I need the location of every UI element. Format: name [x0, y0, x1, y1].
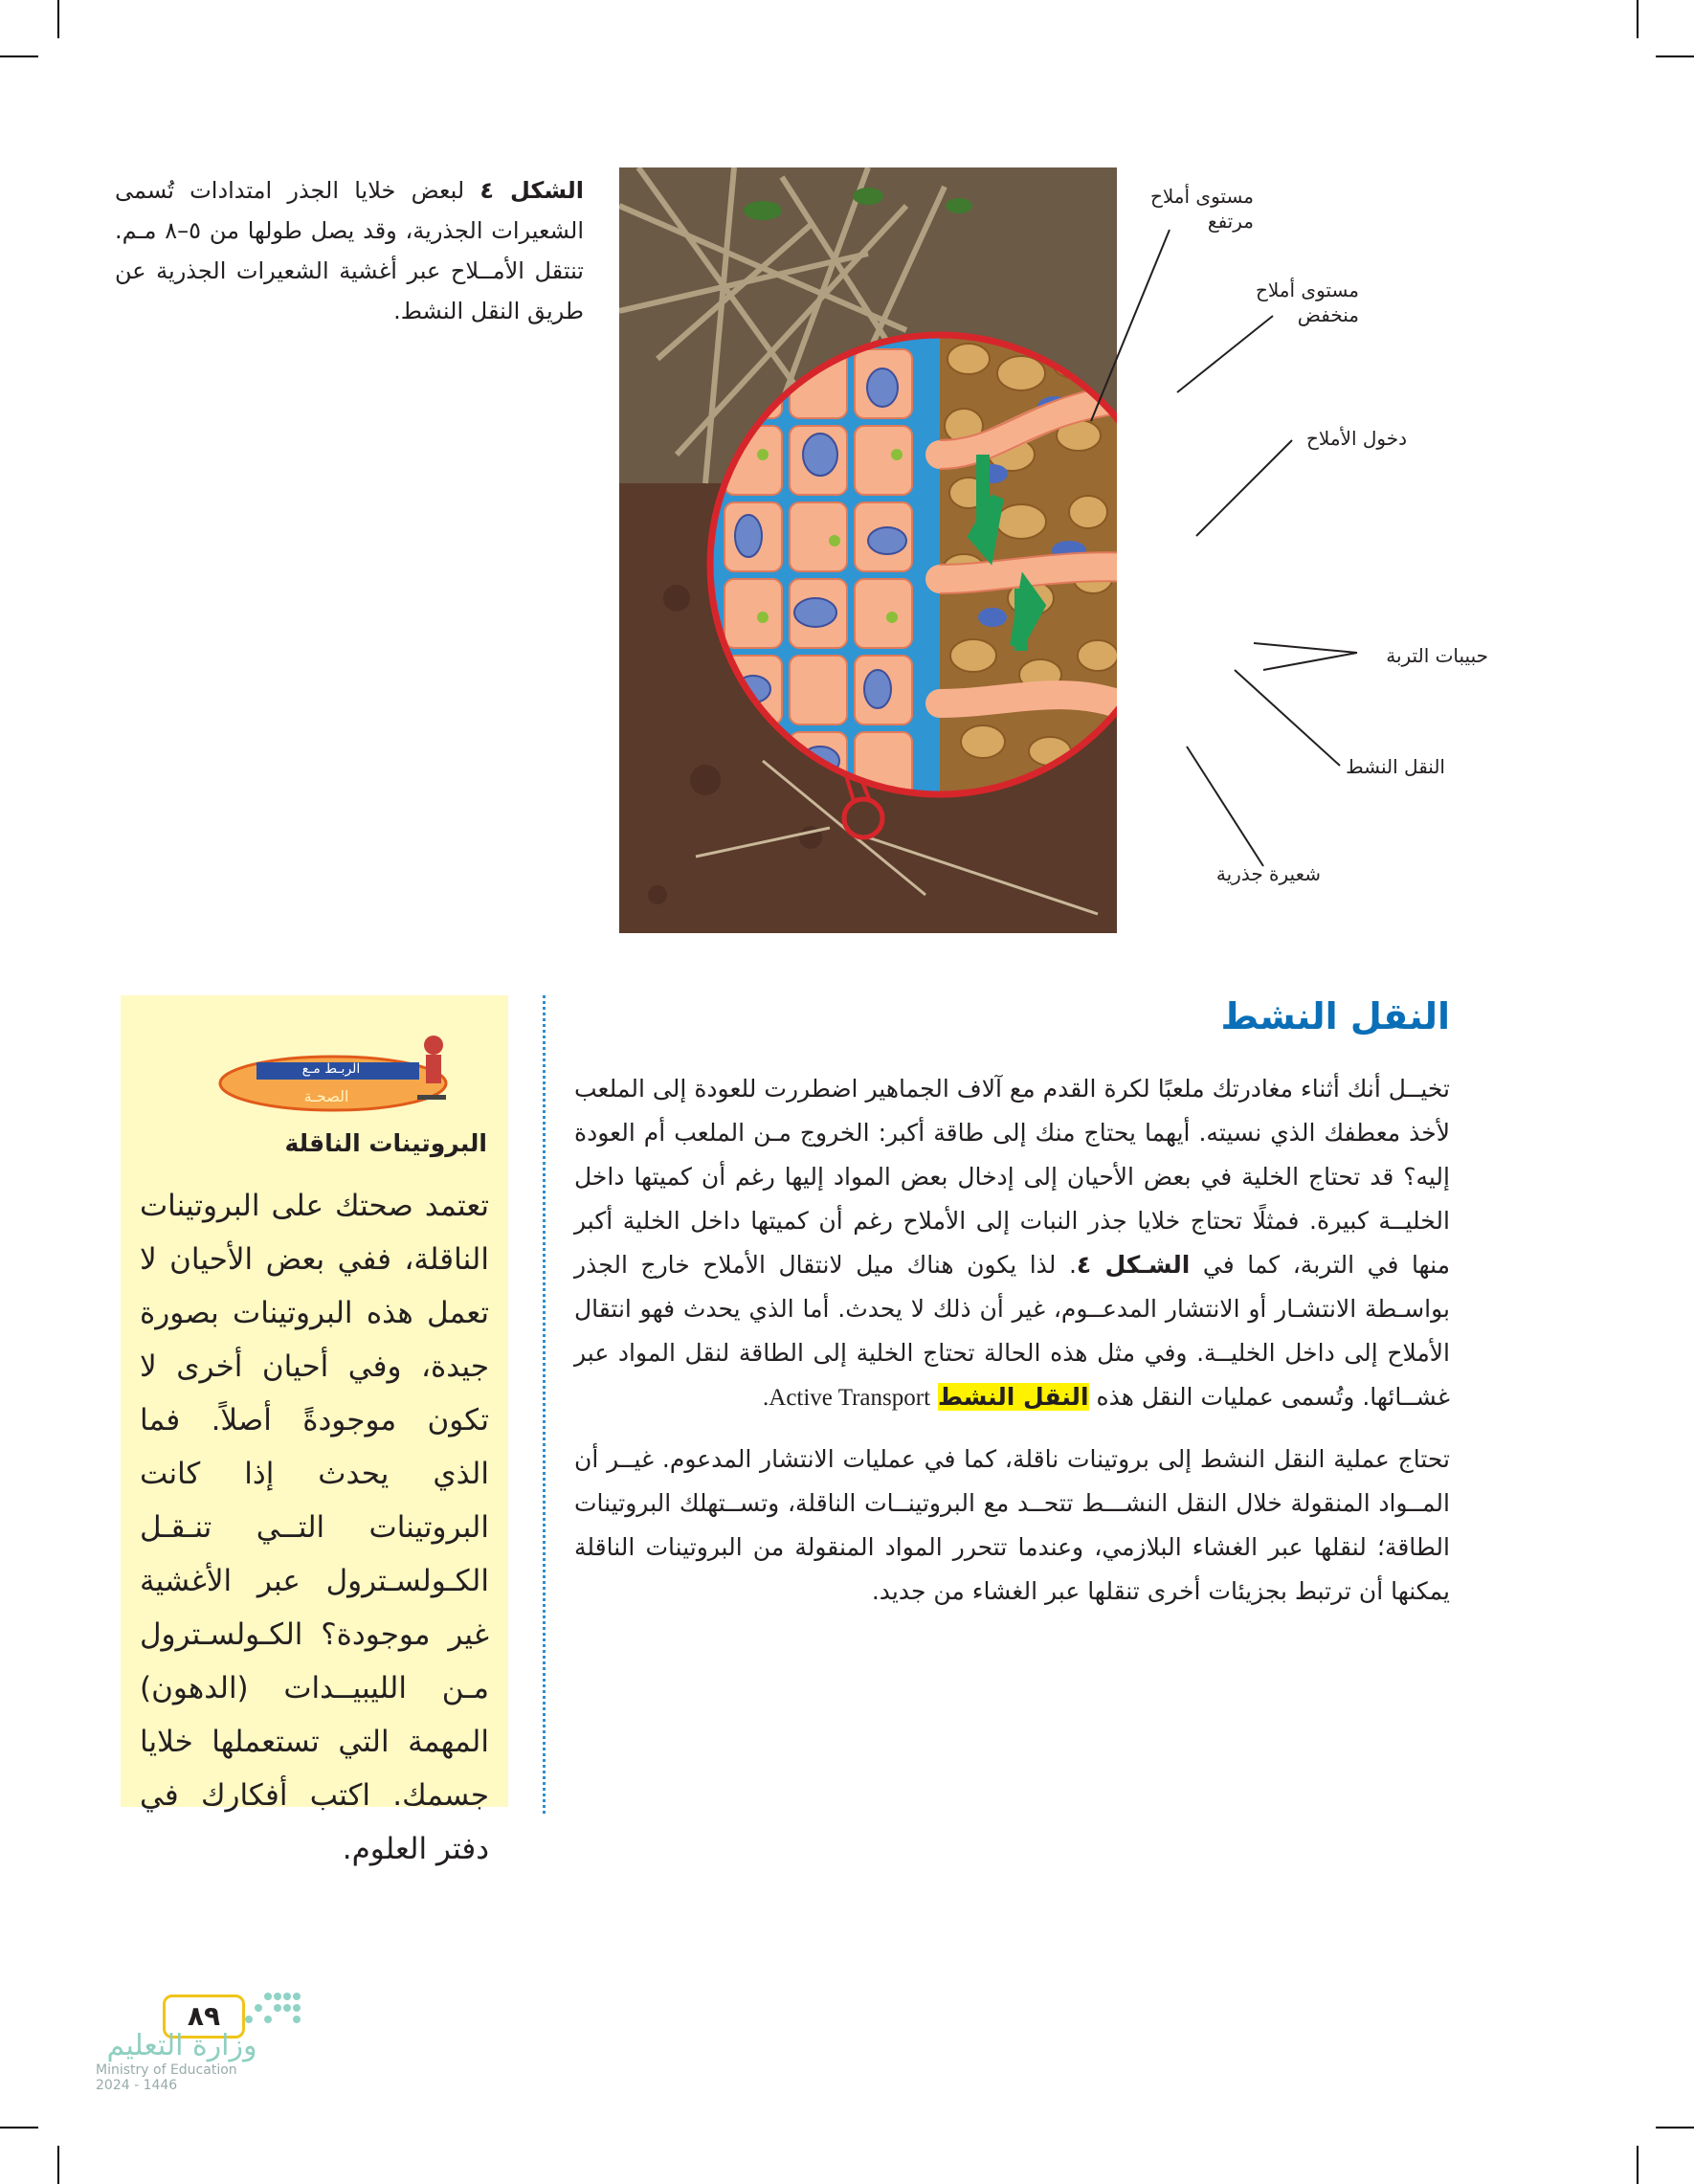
ministry-english: Ministry of Education [96, 2062, 237, 2078]
label-active-transport: النقل النشط [1346, 755, 1445, 778]
label-low-salt-line1: مستوى أملاح [1255, 279, 1359, 301]
section-title: النقل النشط [1220, 995, 1450, 1037]
crop-mark [1656, 2127, 1694, 2128]
label-low-salt-line2: منخفض [1297, 303, 1359, 326]
label-high-salt-line2: مرتفع [1207, 210, 1254, 233]
edition-year: 2024 - 1446 [96, 2078, 178, 2093]
label-leader-lines [0, 0, 1694, 957]
label-high-salt-line1: مستوى أملاح [1149, 185, 1254, 208]
page-number: ٨٩ [163, 1995, 245, 2039]
ministry-arabic: وزارة التعليم [106, 2029, 257, 2062]
paragraph-1-text: تخيــل أنك أثناء مغادرتك ملعبًا لكرة القدم مع آلاف الجماهير اضطررت للعودة إلى الملعب لأخذ معطفك الذي نسيته. أيهما يحتاج منك إلى طاقة أكبر: الخروج مـن الملعب أم العودة إليه؟ قد تحتاج الخلية في بعض الأحيان إلى إدخال بعض المواد إليها رغم أن كميتها داخل الخليــة كبيرة. فمثلًا تحتاج خلايا جذر النبات إلى الأملاح رغم أن كميتها داخل الخلية أكبر منها في التربة، كما في [574, 1075, 1451, 1279]
figure-label: الشكل ٤ [479, 177, 584, 204]
ministry-logo [96, 2029, 268, 2093]
health-connection-sidebar [121, 995, 508, 1866]
highlighted-term: النقل النشط [937, 1383, 1089, 1411]
paragraph-2: تحتاج عملية النقل النشط إلى بروتينات ناقلة، كما في عمليات الانتشار المدعوم. غيــر أن المــواد المنقولة خلال النقل النشـــط تتحــد مع البروتينــات الناقلة، وتســتهلك البروتينات الطاقة؛ لنقلها عبر الغشاء البلازمي، وعندما تتحرر المواد المنقولة من البروتينات الناقلة يمكنها أن ترتبط بجزيئات أخرى تنقلها عبر الغشاء من جديد. [574, 1445, 1450, 1605]
label-salt-entry: دخول الأملاح [1305, 427, 1407, 450]
sidebar-text: تعتمد صحتك على البروتينات الناقلة، ففي بعض الأحيان لا تعمل هذه البروتينات بصورة جيدة، وفي أحيان أخرى لا تكون موجودةً أصلاً. فما الذي يحدث إذا كانت البروتينات التــي تنـقـل الكـولسـترول عبر الأغشية غير موجودة؟ الكـولسـترول مـن الليبيــدات (الدهون) المهمة التي تستعملها خلايا جسمك. اكتب أفكارك في دفتر العلوم. [140, 1189, 489, 1866]
sidebar-heading: البروتينات الناقلة [284, 1129, 487, 1157]
crop-mark [1637, 2146, 1638, 2184]
crop-mark [0, 2127, 38, 2128]
figure-caption-text: لبعض خلايا الجذر امتدادات تُسمى الشعيرات الجذرية، وقد يصل طولها من ٥–٨ مـم. تنتقل الأمــلاح عبر أغشية الشعيرات الجذرية عن طريق النقل النشط. [115, 177, 584, 324]
label-soil-particles: حبيبات التربة [1386, 644, 1488, 667]
badge-line1: الربـط مـع [301, 1061, 361, 1077]
column-divider [543, 995, 546, 1814]
badge-line2: الصحـة [303, 1087, 349, 1105]
label-root-hair: شعيرة جذرية [1215, 862, 1321, 885]
crop-mark [57, 2146, 59, 2184]
english-term: Active Transport. [763, 1385, 931, 1411]
figure-reference: الشـكل ٤ [1076, 1251, 1191, 1279]
skater-icon [424, 1036, 443, 1055]
paragraph-1 [574, 1067, 1450, 1420]
paragraph-1-text-cont: . لذا يكون هناك ميل لانتقال الأملاح خارج الجذر بواسـطة الانتشـار أو الانتشار المدعــوم، غير أن ذلك لا يحدث. أما الذي يحدث فهو انتقال الأملاح إلى داخل الخليــة. وفي مثل هذه الحالة تحتاج الخلية إلى الطاقة لنقل المواد عبر غشــائها. وتُسمى عمليات النقل هذه [574, 1251, 1450, 1411]
